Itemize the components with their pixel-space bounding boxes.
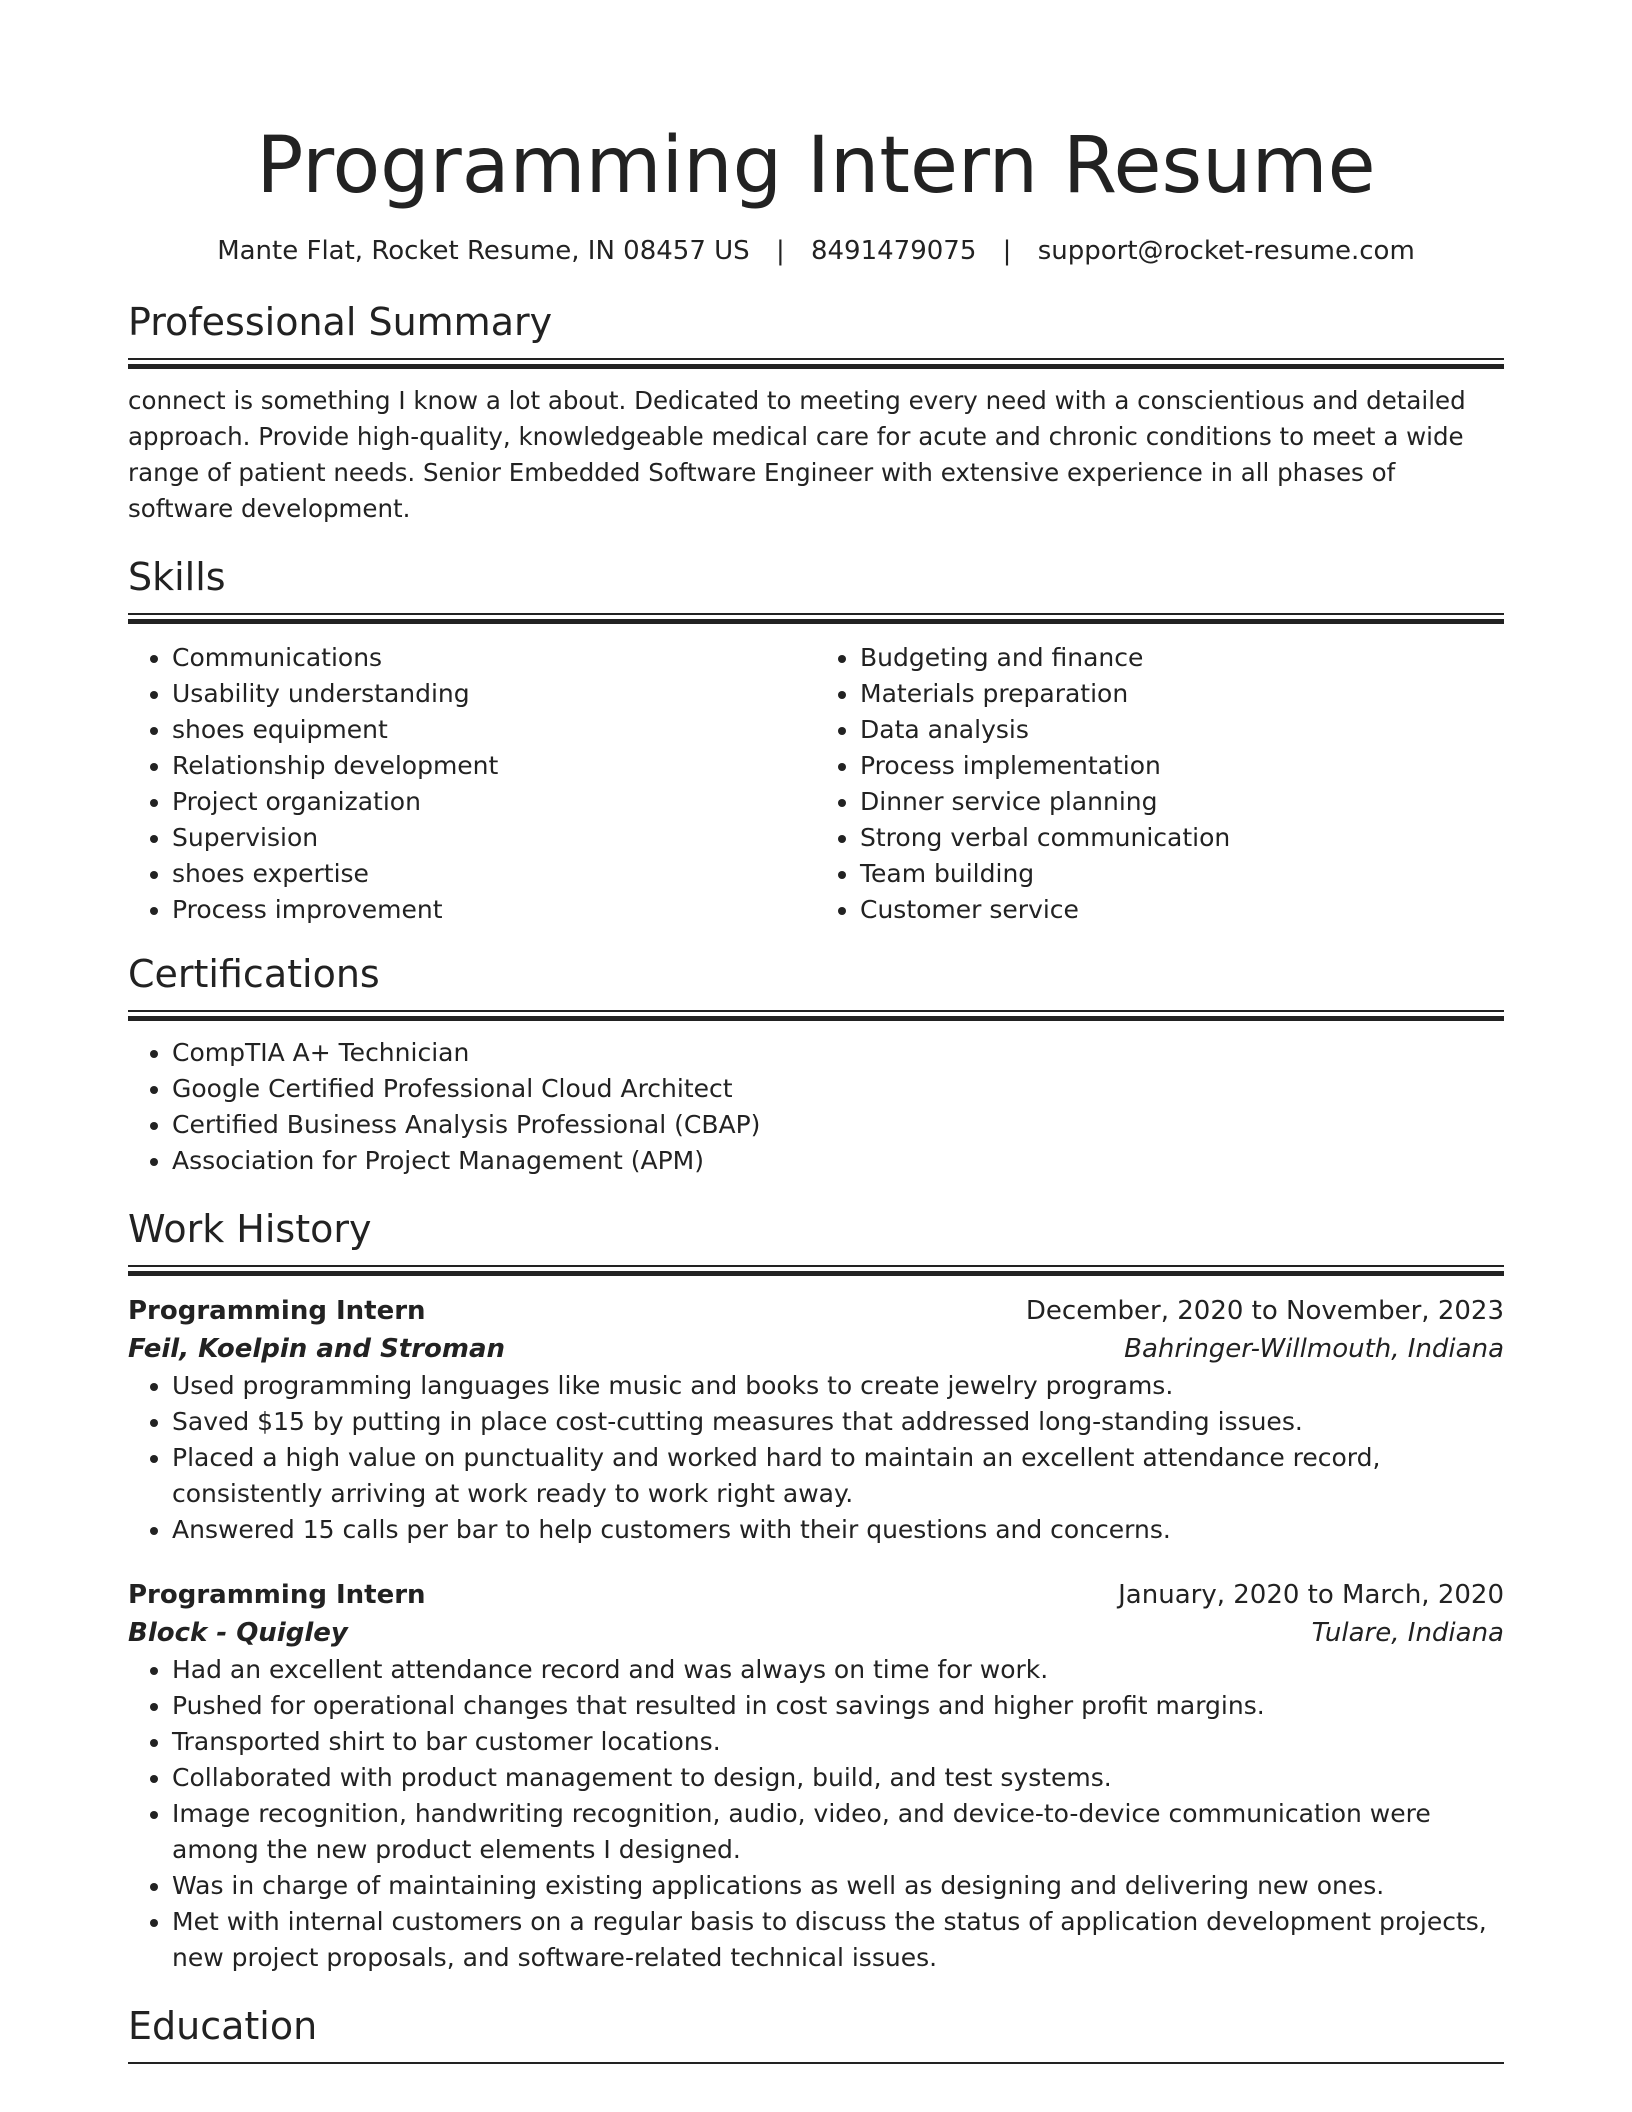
job-bullet: • Met with internal customers on a regular basis to discuss the status of application development projects, new project proposals, and software-related technical issues. — [172, 1904, 1504, 1976]
contact-email: support@rocket-resume.com — [1037, 236, 1415, 266]
job-company: Feil, Koelpin and Stroman — [128, 1334, 506, 1364]
job-bullet: • Collaborated with product management to design, build, and test systems. — [172, 1760, 1504, 1796]
section-divider — [128, 358, 1504, 369]
resume-title: Programming Intern Resume — [256, 121, 1376, 211]
skill-item: • Dinner service planning — [860, 784, 1504, 820]
summary-section — [128, 298, 1504, 527]
skill-item: • Materials preparation — [860, 676, 1504, 712]
contact-address: Mante Flat, Rocket Resume, IN 08457 US — [217, 236, 750, 266]
job-bullet: • Saved $15 by putting in place cost-cutting measures that addressed long-standing issues. — [172, 1404, 1504, 1440]
job-bullet: • Used programming languages like music and books to create jewelry programs. — [172, 1368, 1504, 1404]
skill-item: • Usability understanding — [172, 676, 816, 712]
job-location: Bahringer-Willmouth, Indiana — [1124, 1334, 1504, 1364]
job-entry — [128, 1292, 1504, 1548]
job-title: Programming Intern — [128, 1296, 426, 1326]
skills-section — [128, 553, 1504, 928]
job-bullet: • Answered 15 calls per bar to help customers with their questions and concerns. — [172, 1512, 1504, 1548]
section-divider — [128, 613, 1504, 624]
skill-item: • Supervision — [172, 820, 816, 856]
section-divider — [128, 2062, 1504, 2064]
skill-item: • shoes equipment — [172, 712, 816, 748]
section-title: Work History — [128, 1207, 372, 1251]
job-subheader — [128, 1614, 1504, 1652]
job-bullets — [128, 1652, 1504, 1976]
job-bullet: • Pushed for operational changes that resulted in cost savings and higher profit margins. — [172, 1688, 1504, 1724]
skill-item: • Strong verbal communication — [860, 820, 1504, 856]
job-bullet: • Placed a high value on punctuality and worked hard to maintain an excellent attendance record, consistently arriving at work ready to work right away. — [172, 1440, 1504, 1512]
job-bullets — [128, 1368, 1504, 1548]
job-title: Programming Intern — [128, 1580, 426, 1610]
skill-item: • Process improvement — [172, 892, 816, 928]
section-title: Certifications — [128, 952, 380, 996]
certifications-section — [128, 950, 1504, 1179]
certification-item: • CompTIA A+ Technician — [172, 1035, 1504, 1071]
skill-item: • Customer service — [860, 892, 1504, 928]
skill-item: • shoes expertise — [172, 856, 816, 892]
job-bullet: • Had an excellent attendance record and was always on time for work. — [172, 1652, 1504, 1688]
skill-item: • Project organization — [172, 784, 816, 820]
skill-item: • Communications — [172, 640, 816, 676]
job-header — [128, 1292, 1504, 1330]
job-bullet: • Image recognition, handwriting recognition, audio, video, and device-to-device communication were among the new product elements I designed. — [172, 1796, 1504, 1868]
section-divider — [128, 1010, 1504, 1021]
resume-page — [128, 0, 1504, 2064]
skills-list-right — [816, 640, 1504, 928]
section-title: Education — [128, 2004, 318, 2048]
skills-list-left — [128, 640, 816, 928]
job-dates: January, 2020 to March, 2020 — [1118, 1580, 1504, 1610]
summary-text: connect is something I know a lot about. Dedicated to meeting every need with a conscientious and detailed approach. Provide high-quality, knowledgeable medical care for acute and chronic conditions to meet a wide range of patient needs. Senior Embedded Software Engineer with extensive experience in all phases of software development. — [128, 386, 1466, 523]
certification-item: • Association for Project Management (APM) — [172, 1143, 1504, 1179]
skill-item: • Data analysis — [860, 712, 1504, 748]
contact-line — [128, 234, 1504, 268]
education-section — [128, 2002, 1504, 2064]
skill-item: • Process implementation — [860, 748, 1504, 784]
skill-item: • Relationship development — [172, 748, 816, 784]
section-title: Skills — [128, 555, 226, 599]
certification-item: • Certified Business Analysis Professional (CBAP) — [172, 1107, 1504, 1143]
skills-columns — [128, 640, 1504, 928]
section-title: Professional Summary — [128, 300, 553, 344]
contact-phone: 8491479075 — [810, 236, 977, 266]
work-history-section — [128, 1205, 1504, 1976]
job-bullet: • Transported shirt to bar customer locations. — [172, 1724, 1504, 1760]
job-header — [128, 1576, 1504, 1614]
certification-item: • Google Certified Professional Cloud Architect — [172, 1071, 1504, 1107]
section-divider — [128, 1265, 1504, 1276]
job-location: Tulare, Indiana — [1311, 1618, 1504, 1648]
job-bullet: • Was in charge of maintaining existing applications as well as designing and delivering new ones. — [172, 1868, 1504, 1904]
skill-item: • Team building — [860, 856, 1504, 892]
contact-separator: | — [775, 236, 785, 266]
skill-item: • Budgeting and finance — [860, 640, 1504, 676]
job-company: Block - Quigley — [128, 1618, 348, 1648]
job-entry — [128, 1576, 1504, 1976]
certifications-list — [128, 1035, 1504, 1179]
job-dates: December, 2020 to November, 2023 — [1025, 1296, 1504, 1326]
contact-separator: | — [1002, 236, 1012, 266]
job-subheader — [128, 1330, 1504, 1368]
